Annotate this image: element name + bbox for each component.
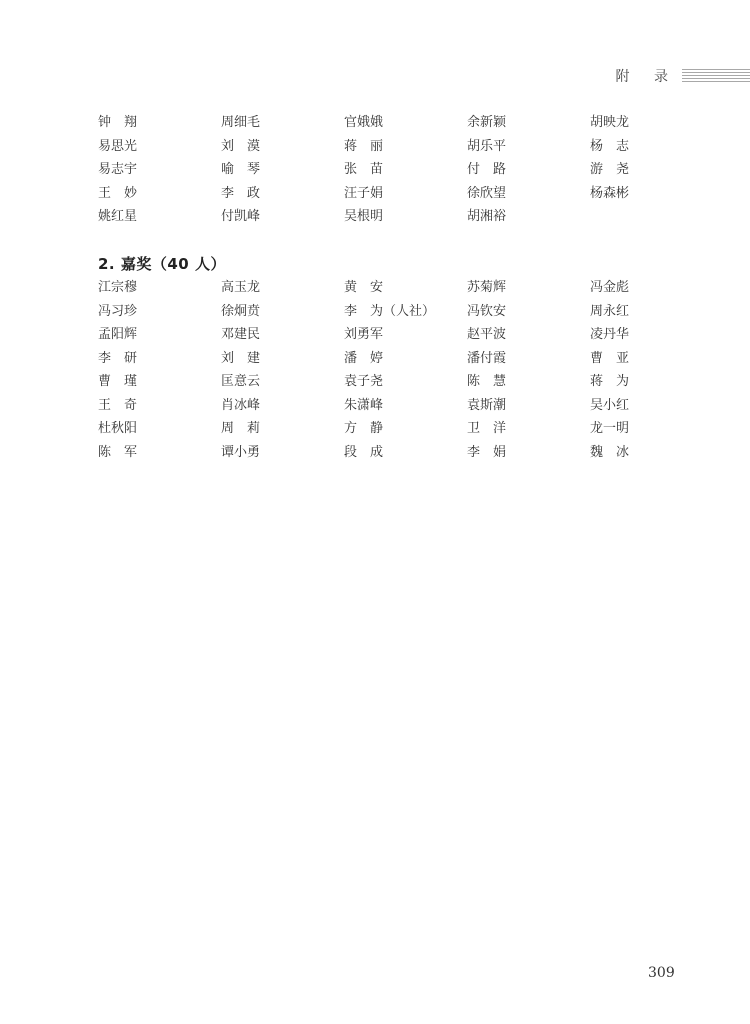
name-entry: 段 成 [344, 444, 384, 460]
name-entry [590, 205, 678, 229]
name-entry: 周细毛 [221, 115, 261, 130]
name-entry: 潘付霞 [467, 350, 507, 366]
name-entry: 张 苗 [344, 162, 384, 177]
name-entry: 龙一明 [590, 421, 630, 436]
name-entry: 官娥娥 [344, 115, 384, 130]
name-entry: 朱潇峰 [344, 397, 384, 413]
name-entry: 江宗穆 [98, 280, 138, 295]
header-decorative-lines [682, 69, 750, 83]
name-entry: 杨 志 [590, 138, 630, 154]
page-number: 309 [648, 965, 675, 981]
name-entry: 游 尧 [590, 162, 630, 177]
name-entry: 袁斯潮 [467, 397, 507, 413]
name-entry: 付 路 [467, 162, 507, 177]
name-entry: 钟 翔 [98, 115, 138, 130]
name-entry: 喻 琴 [221, 162, 261, 177]
name-entry: 胡映龙 [590, 115, 630, 130]
header-title: 附 录 [615, 69, 678, 85]
name-entry: 曹 亚 [590, 350, 630, 366]
name-entry: 方 静 [344, 421, 384, 436]
section-heading: 2. 嘉奖（40 人） [98, 255, 226, 273]
name-entry: 匡意云 [221, 374, 261, 389]
name-entry: 刘 建 [221, 350, 261, 366]
name-entry: 吴小红 [590, 397, 630, 413]
name-entry: 冯钦安 [467, 303, 507, 319]
name-entry: 陈 军 [98, 444, 138, 460]
name-entry: 刘 漠 [221, 138, 261, 154]
name-entry: 曹 瑾 [98, 374, 138, 389]
name-entry: 余新颖 [467, 115, 507, 130]
name-entry: 谭小勇 [221, 444, 261, 460]
name-entry: 肖冰峰 [221, 397, 261, 413]
name-entry: 胡湘裕 [467, 209, 507, 224]
name-entry: 易志宇 [98, 162, 138, 177]
name-entry: 苏菊辉 [467, 280, 507, 295]
name-entry: 杨森彬 [590, 185, 630, 201]
name-entry: 李 政 [221, 185, 261, 201]
name-entry: 付凯峰 [221, 209, 261, 224]
name-entry: 黄 安 [344, 280, 384, 295]
name-entry: 徐炯贲 [221, 303, 261, 319]
name-entry: 李 娟 [467, 444, 507, 460]
name-entry: 王 奇 [98, 397, 138, 413]
name-entry: 蒋 丽 [344, 138, 384, 154]
running-header [616, 64, 750, 88]
name-entry: 赵平波 [467, 327, 507, 342]
name-entry: 高玉龙 [221, 280, 261, 295]
name-entry: 蒋 为 [590, 374, 630, 389]
name-entry: 凌丹华 [590, 327, 630, 342]
name-entry: 冯金彪 [590, 280, 630, 295]
name-entry: 李 为（人社） [344, 303, 436, 319]
name-entry: 李 研 [98, 350, 138, 366]
name-entry: 胡乐平 [467, 138, 507, 154]
name-entry: 姚红星 [98, 209, 138, 224]
name-entry: 邓建民 [221, 327, 261, 342]
name-entry: 汪子娟 [344, 185, 384, 201]
name-entry: 袁子尧 [344, 374, 384, 389]
name-entry: 杜秋阳 [98, 421, 138, 436]
name-entry: 王 妙 [98, 185, 138, 201]
name-entry: 周 莉 [221, 421, 261, 436]
name-entry: 魏 冰 [590, 444, 630, 460]
names-list-commendation [98, 276, 678, 464]
names-list-group-1 [98, 111, 678, 229]
name-entry: 吴根明 [344, 209, 384, 224]
name-entry: 徐欣望 [467, 185, 507, 201]
name-entry: 潘 婷 [344, 350, 384, 366]
name-entry: 周永红 [590, 303, 630, 319]
name-entry: 孟阳辉 [98, 327, 138, 342]
name-entry: 卫 洋 [467, 421, 507, 436]
name-entry: 刘勇军 [344, 327, 384, 342]
name-entry: 易思光 [98, 138, 138, 154]
name-entry: 冯习珍 [98, 303, 138, 319]
name-entry: 陈 慧 [467, 374, 507, 389]
